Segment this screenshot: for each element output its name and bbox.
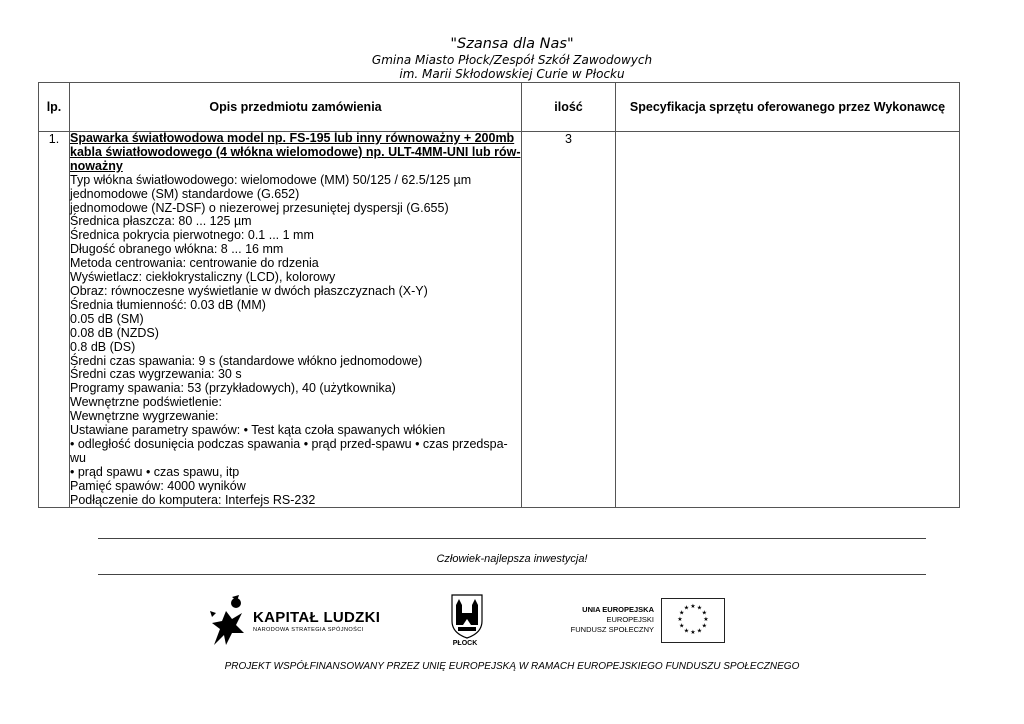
- spec-line: wu: [70, 450, 86, 465]
- kapital-ludzki-subtitle: NARODOWA STRATEGIA SPÓJNOŚCI: [253, 627, 364, 633]
- motto: Człowiek-najlepsza inwestycja!: [436, 553, 588, 565]
- svg-text:★: ★: [701, 609, 707, 617]
- eu-flag: [661, 598, 725, 643]
- svg-text:★: ★: [696, 604, 703, 612]
- footer-divider-top: [98, 538, 926, 539]
- kapital-ludzki-title: KAPITAŁ LUDZKI: [253, 609, 381, 626]
- svg-text:★: ★: [696, 627, 703, 635]
- document-subtitle-line1: Gmina Miasto Płock/Zespół Szkół Zawodowych: [371, 53, 653, 67]
- spec-line: 0.05 dB (SM): [70, 311, 144, 326]
- spec-line: Obraz: równoczesne wyświetlanie w dwóch płaszczyznach (X-Y): [70, 283, 428, 298]
- specification-table: [38, 82, 960, 508]
- spec-line: Ustawiane parametry spawów: • Test kąta czoła spawanych włókien: [70, 423, 446, 438]
- item-title: [70, 131, 521, 174]
- svg-text:★: ★: [703, 616, 709, 623]
- eu-stars-icon: [662, 599, 724, 642]
- plock-crest-icon: [450, 593, 484, 639]
- spec-line: Średnica płaszcza: 80 ... 125 µm: [70, 214, 252, 229]
- spec-line: Wewnętrzne podświetlenie:: [70, 395, 222, 410]
- spec-line: • prąd spawu • czas spawu, itp: [70, 464, 240, 479]
- column-header-quantity: ilość: [522, 83, 616, 132]
- svg-text:★: ★: [679, 622, 685, 630]
- eu-line-1: UNIA EUROPEJSKA: [582, 605, 654, 614]
- eu-line-3: FUNDUSZ SPOŁECZNY: [570, 625, 654, 634]
- svg-text:★: ★: [690, 629, 696, 636]
- svg-text:★: ★: [683, 627, 690, 635]
- spec-line: Średnia tłumienność: 0.03 dB (MM): [70, 297, 266, 312]
- svg-text:★: ★: [690, 603, 696, 610]
- spec-line: Podłączenie do komputera: Interfejs RS-232: [70, 492, 316, 507]
- svg-text:★: ★: [683, 604, 690, 612]
- document-title: "Szansa dla Nas": [450, 36, 574, 52]
- item-spec-lines: [70, 174, 521, 508]
- spec-line: Metoda centrowania: centrowanie do rdzenia: [70, 256, 319, 271]
- eu-wordmark: [566, 605, 654, 635]
- spec-line: Typ włókna światłowodowego: wielomodowe (MM) 50/125 / 62.5/125 µm: [70, 172, 472, 187]
- kapital-ludzki-logo-icon: [206, 593, 248, 649]
- spec-line: Wewnętrzne wygrzewanie:: [70, 409, 219, 424]
- spec-line: Średnica pokrycia pierwotnego: 0.1 ... 1 mm: [70, 228, 314, 243]
- spec-line: jednomodowe (NZ-DSF) o niezerowej przesuniętej dyspersji (G.655): [70, 200, 449, 215]
- plock-label: PŁOCK: [452, 640, 478, 647]
- spec-line: Średni czas spawania: 9 s (standardowe włókno jednomodowe): [70, 353, 423, 368]
- table-row: [39, 132, 960, 508]
- footer-divider-bottom: [98, 574, 926, 575]
- table-header-row: [39, 83, 960, 132]
- spec-line: Wyświetlacz: ciekłokrystaliczny (LCD), kolorowy: [70, 270, 336, 285]
- spec-line: Średni czas wygrzewania: 30 s: [70, 367, 242, 382]
- item-title-line: Spawarka światłowodowa model np. FS-195 lub inny równoważny + 200mb: [70, 131, 515, 145]
- item-title-line: noważny: [70, 158, 123, 173]
- spec-line: • odległość dosunięcia podczas spawania • prąd przed-spawu • czas przedspa-: [70, 436, 508, 451]
- spec-line: jednomodowe (SM) standardowe (G.652): [70, 186, 300, 201]
- kapital-ludzki-wordmark: [253, 609, 380, 633]
- item-quantity: 3: [522, 132, 616, 508]
- spec-line: 0.8 dB (DS): [70, 339, 136, 354]
- column-header-specification: Specyfikacja sprzętu oferowanego przez Wykonawcę: [616, 83, 960, 132]
- item-description: [70, 132, 522, 508]
- svg-text:★: ★: [679, 609, 685, 617]
- document-subtitle-line2: im. Marii Skłodowskiej Curie w Płocku: [399, 67, 625, 81]
- offered-equipment-specification: [616, 132, 960, 508]
- row-number: 1.: [39, 132, 70, 508]
- footer-note: PROJEKT WSPÓŁFINANSOWANY PRZEZ UNIĘ EUROPEJSKĄ W RAMACH EUROPEJSKIEGO FUNDUSZU SPOŁECZNEGO: [224, 661, 800, 672]
- svg-text:★: ★: [677, 616, 683, 623]
- spec-line: Pamięć spawów: 4000 wyników: [70, 478, 246, 493]
- eu-line-2: EUROPEJSKI: [606, 615, 654, 624]
- item-title-line: kabla światłowodowego (4 włókna wielomodowe) np. ULT-4MM-UNI lub rów-: [70, 144, 521, 159]
- column-header-description: Opis przedmiotu zamówienia: [70, 83, 522, 132]
- column-header-lp: lp.: [39, 83, 70, 132]
- spec-line: Długość obranego włókna: 8 ... 16 mm: [70, 242, 284, 257]
- svg-text:★: ★: [701, 622, 707, 630]
- spec-line: Programy spawania: 53 (przykładowych), 40 (użytkownika): [70, 381, 396, 396]
- spec-line: 0.08 dB (NZDS): [70, 325, 159, 340]
